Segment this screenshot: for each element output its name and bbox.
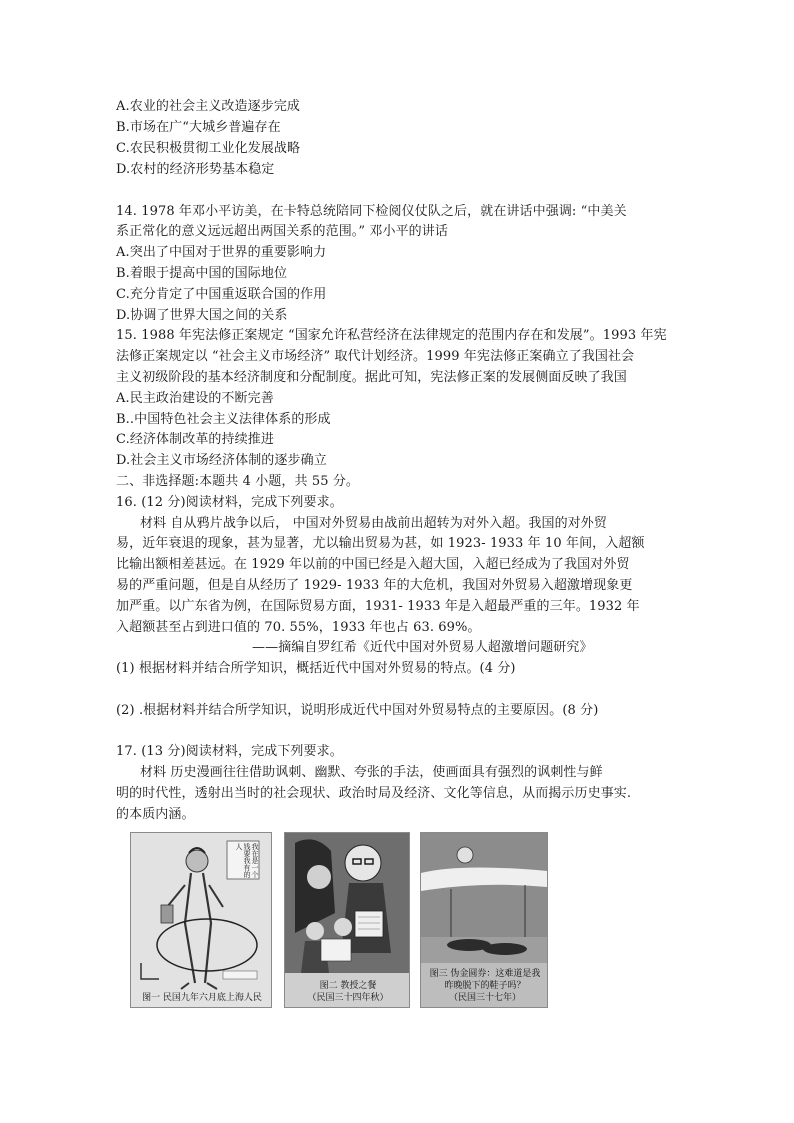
q16-subquestion-2: (2) .根据材料并结合所学知识，说明形成近代中国对外贸易特点的主要原因。(8 分): [116, 703, 599, 718]
q17-material-line-1: 材料 历史漫画往往借助讽刺、幽默、夸张的手法，使画面具有强烈的讽刺性与鲜: [140, 765, 603, 780]
figure-3-caption-line-3: （民国三十七年）: [448, 993, 521, 1003]
q15-option-c: C.经济体制改革的持续推进: [116, 432, 274, 447]
section-two-heading: 二、非选择题:本题共 4 小题，共 55 分。: [116, 474, 360, 489]
q14-option-c: C.充分肯定了中国重返联合国的作用: [116, 287, 327, 302]
q17-material-line-2: 明的时代性，透射出当时的社会现状、政治时局及经济、文化等信息，从而揭示历史事实.: [116, 786, 632, 801]
figure-3-caption-line-2: 昨晚脱下的鞋子吗？: [444, 981, 526, 991]
q16-material-line-1: 材料 自从鸦片战争以后， 中国对外贸易由战前出超转为对外入超。我国的对外贸: [140, 516, 607, 531]
q16-material-line-3: 比输出额相差甚远。在 1929 年以前的中国已经是入超大国，入超已经成为了我国对外贸: [116, 557, 630, 572]
q17-heading: 17. (13 分)阅读材料，完成下列要求。: [116, 744, 343, 759]
figure-2-caption-title: 图二 教授之餐: [319, 981, 377, 991]
q15-option-b: B..中国特色社会主义法律体系的形成: [116, 412, 331, 427]
figure-1-inner-text: 我在是一个钱要我有的人: [235, 843, 259, 878]
q16-material-line-5: 加严重。以广东省为例，在国际贸易方面，1931- 1933 年是入超最严重的三年。1932 年: [116, 599, 640, 614]
q16-source: ——摘编自罗红希《近代中国对外贸易人超激增问题研究》: [252, 640, 593, 655]
q16-material-line-4: 易的严重问题，但是自从经历了 1929- 1933 年的大危机，我国对外贸易入超激增现象更: [116, 578, 633, 593]
figure-1-caption: 图一 民国九年六月底上海人民: [142, 993, 262, 1003]
q14-stem-line-1: 14. 1978 年邓小平访美，在卡特总统陪同下检阅仪仗队之后，就在讲话中强调: “中美关: [116, 204, 627, 219]
q14-option-d: D.协调了世界大国之间的关系: [116, 308, 288, 323]
figure-3-cartoon: [420, 832, 548, 1008]
q15-stem-line-3: 主义初级阶段的基本经济制度和分配制度。据此可知，宪法修正案的发展侧面反映了我国: [116, 370, 627, 385]
figure-1-cartoon: [130, 832, 272, 1008]
figure-2-cartoon: [284, 832, 410, 1008]
q15-option-d: D.社会主义市场经济体制的逐步确立: [116, 453, 327, 468]
figure-2-caption-date: （民国三十四年秋）: [307, 993, 389, 1003]
figure-3-caption-line-1: 图三 伪金圆券：这难道是我: [429, 969, 541, 979]
q14-option-b: B.着眼于提高中国的国际地位: [116, 266, 288, 281]
q15-stem-line-2: 法修正案规定以 “社会主义市场经济” 取代计划经济。1999 年宪法修正案确立了我国社会: [116, 349, 635, 364]
q16-material-line-6: 入超额甚至占到进口值的 70. 55%，1933 年也占 63. 69%。: [116, 620, 481, 635]
q13-option-b: B.市场在广“大城乡普遍存在: [116, 120, 281, 135]
q16-material-line-2: 易，近年衰退的现象，甚为显著，尤以输出贸易为甚，如 1923- 1933 年 10 年间，入超额: [116, 536, 645, 551]
q14-stem-line-2: 系正常化的意义远远超出两国关系的范围。” 邓小平的讲话: [116, 224, 448, 239]
q17-material-line-3: 的本质内涵。: [116, 807, 195, 822]
cartoon-figures: [130, 832, 550, 1008]
q13-option-a: A.农业的社会主义改造逐步完成: [116, 99, 301, 114]
q16-heading: 16. (12 分)阅读材料，完成下列要求。: [116, 495, 343, 510]
q14-option-a: A.突出了中国对于世界的重要影响力: [116, 245, 327, 260]
q15-option-a: A.民主政治建设的不断完善: [116, 391, 274, 406]
q16-subquestion-1: (1) 根据材料并结合所学知识，概括近代中国对外贸易的特点。(4 分): [116, 661, 516, 676]
q13-option-d: D.农村的经济形势基本稳定: [116, 162, 275, 177]
q15-stem-line-1: 15. 1988 年宪法修正案规定 “国家允许私营经济在法律规定的范围内存在和发展”。1993 年宪: [116, 328, 667, 343]
q13-option-c: C.农民积极贯彻工业化发展战略: [116, 141, 301, 156]
